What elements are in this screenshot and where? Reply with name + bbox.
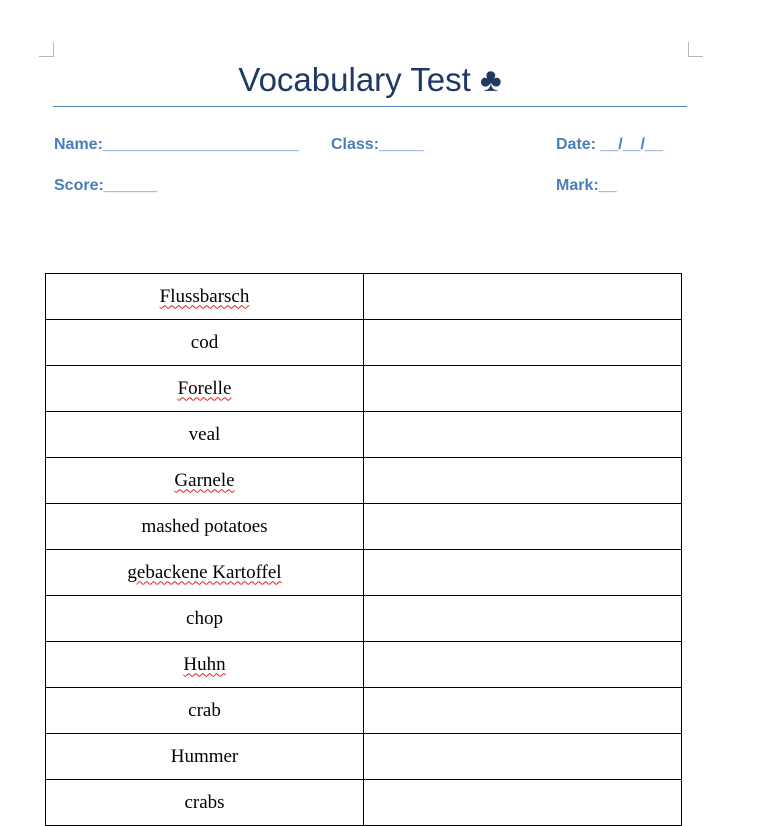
term-cell[interactable] <box>46 688 364 734</box>
term-cell[interactable] <box>46 504 364 550</box>
term-cell[interactable] <box>46 366 364 412</box>
term-text: Flussbarsch <box>159 285 250 307</box>
vocabulary-table <box>45 273 682 826</box>
answer-cell[interactable] <box>364 504 682 550</box>
name-field[interactable]: Name:______________________ <box>54 136 299 153</box>
answer-cell[interactable] <box>364 688 682 734</box>
table-row <box>46 274 682 320</box>
term-cell[interactable] <box>46 596 364 642</box>
term-text: veal <box>188 423 221 445</box>
table-row <box>46 550 682 596</box>
title-underline-rule <box>53 106 687 107</box>
term-text: Garnele <box>174 469 235 491</box>
table-row <box>46 688 682 734</box>
term-cell[interactable] <box>46 274 364 320</box>
term-text: Forelle <box>177 377 232 399</box>
class-field[interactable]: Class:_____ <box>331 136 424 153</box>
answer-cell[interactable] <box>364 550 682 596</box>
table-row <box>46 320 682 366</box>
date-field[interactable]: Date: __/__/__ <box>556 136 663 153</box>
answer-cell[interactable] <box>364 274 682 320</box>
club-icon: ♣ <box>479 61 502 98</box>
margin-corner-mark <box>688 42 703 57</box>
answer-cell[interactable] <box>364 458 682 504</box>
table-row <box>46 366 682 412</box>
term-text: crabs <box>184 791 225 813</box>
table-row <box>46 458 682 504</box>
term-text: gebackene Kartoffel <box>127 561 282 583</box>
term-text: Hummer <box>170 745 239 767</box>
term-text: cod <box>190 331 219 353</box>
margin-corner-mark <box>39 42 54 57</box>
table-row <box>46 412 682 458</box>
answer-cell[interactable] <box>364 596 682 642</box>
answer-cell[interactable] <box>364 642 682 688</box>
answer-cell[interactable] <box>364 320 682 366</box>
page-title[interactable] <box>53 58 687 102</box>
score-field[interactable]: Score:______ <box>54 177 158 194</box>
term-cell[interactable] <box>46 320 364 366</box>
answer-cell[interactable] <box>364 734 682 780</box>
term-text: chop <box>186 607 223 629</box>
title-text[interactable]: Vocabulary Test <box>238 61 471 98</box>
table-row <box>46 734 682 780</box>
term-cell[interactable] <box>46 642 364 688</box>
answer-cell[interactable] <box>364 780 682 826</box>
table-row <box>46 642 682 688</box>
table-row <box>46 780 682 826</box>
table-row <box>46 596 682 642</box>
term-cell[interactable] <box>46 550 364 596</box>
answer-cell[interactable] <box>364 366 682 412</box>
term-text: mashed potatoes <box>141 515 268 537</box>
term-text: crab <box>188 699 221 721</box>
term-cell[interactable] <box>46 458 364 504</box>
term-cell[interactable] <box>46 734 364 780</box>
term-text: Huhn <box>183 653 226 675</box>
term-cell[interactable] <box>46 780 364 826</box>
answer-cell[interactable] <box>364 412 682 458</box>
term-cell[interactable] <box>46 412 364 458</box>
mark-field[interactable]: Mark:__ <box>556 177 617 194</box>
table-row <box>46 504 682 550</box>
